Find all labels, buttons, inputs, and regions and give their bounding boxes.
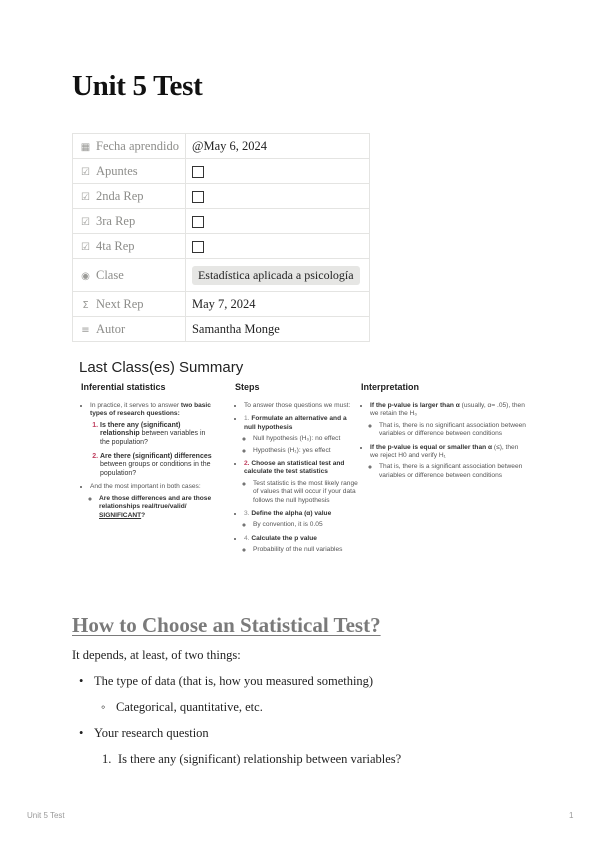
slide-text: Is there any (significant) relationship bbox=[100, 421, 181, 438]
slide-text: ◦ That is, there is a significant association between variables or difference between conditions bbox=[379, 463, 527, 480]
slide-text: ◦ Null hypothesis (H₀): no effect bbox=[253, 435, 360, 443]
property-label-cell bbox=[73, 292, 186, 317]
property-label-cell bbox=[73, 209, 186, 234]
property-icon: ☑ bbox=[81, 216, 90, 228]
slide-text: (≤), then we reject H0 and verify H₁ bbox=[370, 443, 519, 460]
property-label: Apuntes bbox=[96, 163, 138, 178]
checkbox[interactable] bbox=[192, 191, 204, 203]
property-value-cell[interactable] bbox=[185, 234, 369, 259]
checkbox[interactable] bbox=[192, 241, 204, 253]
slide-text: In practice, it serves to answer bbox=[90, 402, 181, 409]
column-heading: Inferential statistics bbox=[81, 382, 166, 392]
slide-text: ◦ That is, there is no significant association between variables or difference between conditions bbox=[379, 422, 527, 439]
property-label: 3ra Rep bbox=[96, 213, 136, 228]
section-heading: How to Choose an Statistical Test? bbox=[72, 613, 381, 637]
slide-text: Calculate the p value bbox=[251, 534, 317, 542]
property-icon: ▦ bbox=[80, 141, 91, 153]
summary-slide-image bbox=[72, 356, 532, 592]
property-row bbox=[73, 159, 370, 184]
slide-title: Last Class(es) Summary bbox=[79, 359, 244, 376]
property-label: Autor bbox=[96, 321, 126, 336]
property-label: Fecha aprendido bbox=[96, 138, 179, 153]
slide-text: 2. bbox=[244, 460, 250, 468]
select-tag[interactable]: Estadística aplicada a psicología bbox=[192, 266, 360, 285]
list-item: • Your research question bbox=[72, 724, 401, 750]
checkbox[interactable] bbox=[192, 216, 204, 228]
slide-text: And the most important in both cases: bbox=[90, 483, 201, 491]
slide-text: between groups or conditions in the population? bbox=[100, 461, 211, 477]
properties-table bbox=[72, 133, 370, 342]
slide-text: Define the alpha (α) value bbox=[251, 510, 332, 518]
property-icon: ☑ bbox=[81, 241, 90, 253]
slide-text: If the p-value is larger than α bbox=[370, 402, 460, 409]
slide-text: Choose an statistical test and calculate the test statistics bbox=[244, 460, 345, 476]
property-label: Clase bbox=[96, 267, 124, 282]
property-row bbox=[73, 234, 370, 259]
slide-text: Are those differences and are those relationships real/true/valid/ bbox=[99, 494, 212, 511]
slide-text: (usually, α= .05), then we retain the H₀ bbox=[370, 402, 525, 418]
list-item: • The type of data (that is, how you measured something) bbox=[72, 672, 401, 698]
property-value-cell[interactable] bbox=[185, 159, 369, 184]
property-row bbox=[73, 209, 370, 234]
column-heading: Steps bbox=[235, 382, 260, 392]
property-value-cell bbox=[185, 134, 369, 159]
slide-column-interpretation bbox=[361, 382, 527, 485]
property-value-cell[interactable] bbox=[185, 184, 369, 209]
property-row bbox=[73, 259, 370, 292]
slide-text: If the p-value is equal or smaller than α bbox=[370, 443, 493, 451]
column-heading: Interpretation bbox=[361, 382, 420, 392]
property-row bbox=[73, 317, 370, 342]
property-label-cell bbox=[73, 259, 186, 292]
checkbox[interactable] bbox=[192, 166, 204, 178]
property-label: Next Rep bbox=[96, 296, 144, 311]
property-label: 4ta Rep bbox=[96, 238, 135, 253]
property-row bbox=[73, 184, 370, 209]
slide-text: ◦ Hypothesis (H₁): yes effect bbox=[253, 447, 360, 455]
property-label-cell bbox=[73, 317, 186, 342]
list-item-text: Is there any (significant) relationship between variables? bbox=[118, 752, 402, 766]
slide-text: ◦ By convention, it is 0.05 bbox=[253, 521, 360, 529]
property-icon: ◉ bbox=[81, 270, 90, 282]
list-item: ◦ Categorical, quantitative, etc. bbox=[72, 698, 401, 724]
slide-text: SIGNIFICANT bbox=[99, 511, 142, 519]
slide-text: 1. bbox=[244, 415, 250, 423]
property-value-cell bbox=[185, 317, 369, 342]
property-icon: ☑ bbox=[81, 166, 90, 178]
slide-text: 4. bbox=[244, 534, 250, 542]
property-row bbox=[73, 292, 370, 317]
slide-text: 3. bbox=[244, 510, 250, 518]
property-label-cell bbox=[73, 184, 186, 209]
slide-text: To answer those questions we must: bbox=[244, 402, 351, 409]
property-value: Samantha Monge bbox=[191, 321, 280, 336]
page-title: Unit 5 Test bbox=[72, 70, 203, 102]
slide-text: ? bbox=[141, 511, 146, 519]
property-value-cell bbox=[185, 259, 369, 292]
slide-column-inferential bbox=[81, 382, 216, 525]
footer-doc-title: Unit 5 Test bbox=[27, 811, 65, 820]
property-value: @May 6, 2024 bbox=[191, 138, 268, 153]
content-list bbox=[72, 672, 401, 776]
property-icon: ≡ bbox=[81, 324, 90, 336]
property-value-cell[interactable] bbox=[185, 209, 369, 234]
slide-text: Are there (significant) differences bbox=[100, 452, 212, 460]
intro-paragraph: It depends, at least, of two things: bbox=[72, 648, 241, 662]
slide-column-steps bbox=[235, 382, 360, 560]
property-icon: Σ bbox=[82, 299, 89, 311]
property-value-cell bbox=[185, 292, 369, 317]
property-icon: ☑ bbox=[81, 191, 90, 203]
footer-page-number: 1 bbox=[569, 811, 574, 820]
list-number: 1. bbox=[102, 752, 112, 766]
slide-text: between variables in the population? bbox=[100, 430, 206, 446]
slide-text: ◦ Test statistic is the most likely range of values that will occur if your data follows the null hypothesis bbox=[253, 480, 360, 505]
property-label-cell bbox=[73, 159, 186, 184]
slide-text: two basic types of research questions: bbox=[90, 402, 211, 418]
property-row bbox=[73, 134, 370, 159]
property-label-cell bbox=[73, 234, 186, 259]
list-item bbox=[72, 750, 401, 776]
property-label-cell bbox=[73, 134, 186, 159]
property-value: May 7, 2024 bbox=[191, 296, 256, 311]
property-label: 2nda Rep bbox=[96, 188, 144, 203]
slide-text: Formulate an alternative and a null hypothesis bbox=[244, 415, 347, 431]
slide-text: ◦ Probability of the null variables bbox=[253, 546, 360, 554]
